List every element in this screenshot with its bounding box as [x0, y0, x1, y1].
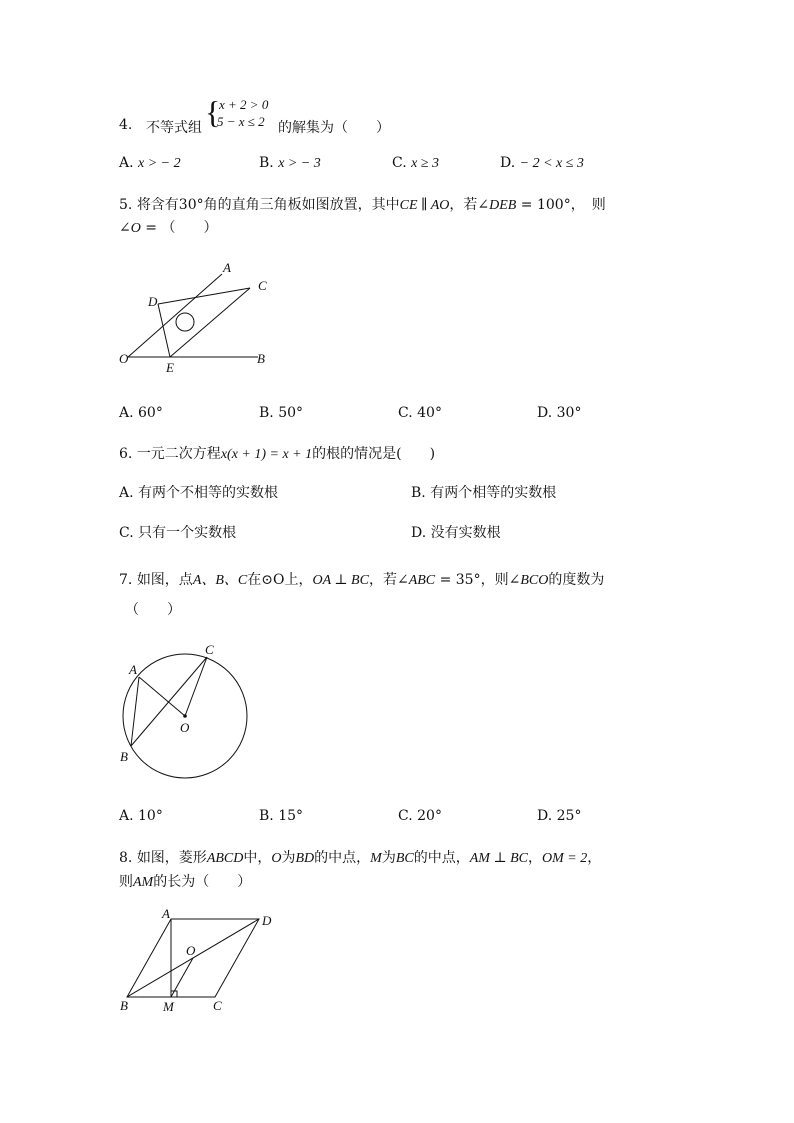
- q7-condition-perpendicular: OA ⊥ BC: [312, 573, 369, 588]
- choice-text: x > − 3: [278, 156, 321, 171]
- q6-equation: x(x + 1) = x + 1: [220, 447, 313, 462]
- q5-label-o: O: [119, 351, 129, 366]
- q7-text: 在: [247, 572, 262, 588]
- choice-text: 50°: [278, 405, 304, 421]
- q7-number: 7.: [119, 572, 133, 588]
- q5-answer-blank: = （ ）: [140, 220, 218, 236]
- q8-segment-bc: BC: [395, 851, 414, 866]
- choice-text: x > − 2: [138, 156, 181, 171]
- q8-text: 则: [119, 874, 133, 890]
- q5-label-a: A: [223, 260, 231, 275]
- q8-label-m: M: [163, 999, 174, 1014]
- q8-stem-line1: [119, 847, 601, 867]
- q5-label-d: D: [148, 294, 158, 309]
- choice-label: C.: [392, 155, 407, 171]
- q5-condition-parallel: CE ∥ AO: [399, 198, 450, 213]
- q7-label-b: B: [120, 749, 128, 764]
- q5-stem-line2: [119, 217, 218, 237]
- q8-rhombus-name: ABCD: [206, 851, 244, 866]
- choice-label: D.: [411, 525, 427, 541]
- q5-figure: [110, 255, 290, 380]
- q7-answer-blank: （ ）: [125, 602, 181, 618]
- q5-label-e: E: [166, 360, 174, 375]
- q8-text: 为: [281, 850, 296, 866]
- q8-label-o: O: [186, 943, 196, 958]
- q8-text: 如图，菱形: [136, 850, 207, 866]
- q7-line-co: [185, 657, 207, 716]
- q8-condition-perpendicular: AM ⊥ BC: [469, 851, 529, 866]
- choice-label: C.: [398, 808, 413, 824]
- q7-center-dot: [183, 714, 187, 718]
- q5-line-de: [158, 304, 170, 357]
- q6-choice-b[interactable]: [411, 482, 556, 502]
- q4-number: 4.: [119, 117, 133, 133]
- q7-figure: [112, 640, 257, 785]
- q6-number: 6.: [119, 446, 133, 462]
- choice-text: 60°: [138, 405, 163, 421]
- q8-text: 为: [381, 850, 396, 866]
- q5-choice-a[interactable]: [119, 405, 163, 421]
- q8-label-b: B: [120, 998, 128, 1013]
- q4-system-line1: x + 2 > 0: [219, 97, 269, 112]
- q7-target-angle: BCO: [520, 573, 549, 588]
- q7-choice-a[interactable]: [119, 808, 163, 824]
- q6-choice-c[interactable]: [119, 522, 236, 542]
- q8-text: 的中点，: [314, 850, 371, 866]
- q5-triangle-hole: [176, 313, 194, 331]
- choice-text: 有两个不相等的实数根: [138, 485, 279, 501]
- choice-label: D.: [500, 155, 516, 171]
- q4-choice-a[interactable]: [119, 155, 181, 172]
- q8-point-o: O: [271, 851, 282, 866]
- q5-label-c: C: [258, 278, 267, 293]
- q5-line-ce: [170, 288, 250, 357]
- q5-choice-b[interactable]: [259, 405, 303, 421]
- q8-condition-length: OM = 2: [542, 851, 588, 866]
- choice-text: 只有一个实数根: [138, 525, 237, 541]
- q5-choice-c[interactable]: [398, 405, 442, 421]
- choice-text: x ≥ 3: [411, 156, 440, 171]
- angle-symbol: ∠: [119, 220, 131, 236]
- q5-text: 将含有30°角的直角三角板如图放置，其中: [136, 197, 400, 213]
- choice-label: A.: [119, 405, 134, 421]
- q4-system-brace: {: [205, 94, 221, 130]
- q7-stem-line1: [119, 569, 604, 589]
- q8-text: ，: [587, 850, 602, 866]
- q6-choice-d[interactable]: [411, 522, 501, 542]
- choice-text: 10°: [138, 808, 163, 824]
- q7-choice-b[interactable]: [259, 808, 303, 824]
- choice-text: 40°: [417, 405, 442, 421]
- q8-segment-bd: BD: [295, 851, 315, 866]
- q7-circle-name: ⊙O: [261, 572, 285, 588]
- q5-angle-o: O: [130, 221, 141, 236]
- choice-text: 没有实数根: [430, 525, 501, 541]
- q4-choice-d[interactable]: [500, 155, 584, 172]
- q7-text: 如图，点: [136, 572, 193, 588]
- q7-text: ，若∠: [368, 572, 409, 588]
- q8-figure: [112, 905, 287, 1020]
- choice-text: 30°: [556, 405, 582, 421]
- q7-line-ab: [131, 677, 139, 746]
- q7-text: 上，: [284, 572, 313, 588]
- q7-label-a: A: [129, 662, 137, 677]
- q7-label-c: C: [205, 642, 214, 657]
- choice-label: B.: [259, 808, 274, 824]
- q7-choice-c[interactable]: [398, 808, 442, 824]
- choice-label: B.: [259, 155, 274, 171]
- choice-label: B.: [259, 405, 274, 421]
- q8-text: 中，: [243, 850, 272, 866]
- q4-suffix: 的解集为（ ）: [278, 120, 390, 136]
- q4-prefix: 不等式组: [146, 120, 202, 136]
- q8-label-a: A: [162, 906, 170, 921]
- q6-text: 的根的情况是( ): [312, 446, 436, 462]
- q8-label-d: D: [262, 913, 272, 928]
- q6-stem: [119, 443, 435, 463]
- choice-text: 15°: [278, 808, 304, 824]
- q8-stem-line2: [119, 871, 251, 891]
- choice-label: D.: [537, 808, 553, 824]
- choice-label: A.: [119, 808, 134, 824]
- q7-label-o: O: [180, 720, 190, 735]
- q5-choice-d[interactable]: [537, 405, 581, 421]
- q5-stem-line1: [119, 194, 606, 214]
- q5-label-b: B: [257, 351, 265, 366]
- choice-label: A.: [119, 155, 134, 171]
- choice-label: C.: [398, 405, 413, 421]
- q8-text: 的中点，: [413, 850, 470, 866]
- choice-label: A.: [119, 485, 134, 501]
- q8-segment-am: AM: [133, 875, 154, 890]
- q8-point-m: M: [370, 851, 382, 866]
- q6-text: 一元二次方程: [136, 446, 221, 462]
- q8-number: 8.: [119, 850, 133, 866]
- q5-condition-angle: DEB: [489, 198, 517, 213]
- q8-text: ，: [528, 850, 543, 866]
- choice-label: B.: [411, 485, 426, 501]
- q8-label-c: C: [213, 998, 222, 1013]
- q4-choice-c[interactable]: [392, 155, 439, 172]
- q5-line-oa: [128, 274, 222, 357]
- q7-choice-d[interactable]: [537, 808, 581, 824]
- q7-condition-angle: ABC: [408, 573, 436, 588]
- choice-text: 有两个相等的实数根: [430, 485, 557, 501]
- q7-points: A、B、C: [192, 573, 248, 588]
- q4-choice-b[interactable]: [259, 155, 321, 172]
- q8-answer-blank: 的长为（ ）: [153, 874, 252, 890]
- q5-number: 5.: [119, 197, 133, 213]
- q5-text: ，若∠: [449, 197, 490, 213]
- choice-text: − 2 < x ≤ 3: [519, 156, 584, 171]
- q7-text: 的度数为: [548, 572, 605, 588]
- q7-text: = 35°，则∠: [435, 572, 521, 588]
- choice-label: C.: [119, 525, 134, 541]
- q5-text: = 100°， 则: [516, 197, 606, 213]
- choice-text: 25°: [556, 808, 582, 824]
- choice-label: D.: [537, 405, 553, 421]
- q4-system-line2: 5 − x ≤ 2: [217, 114, 265, 129]
- choice-text: 20°: [417, 808, 442, 824]
- q6-choice-a[interactable]: [119, 482, 278, 502]
